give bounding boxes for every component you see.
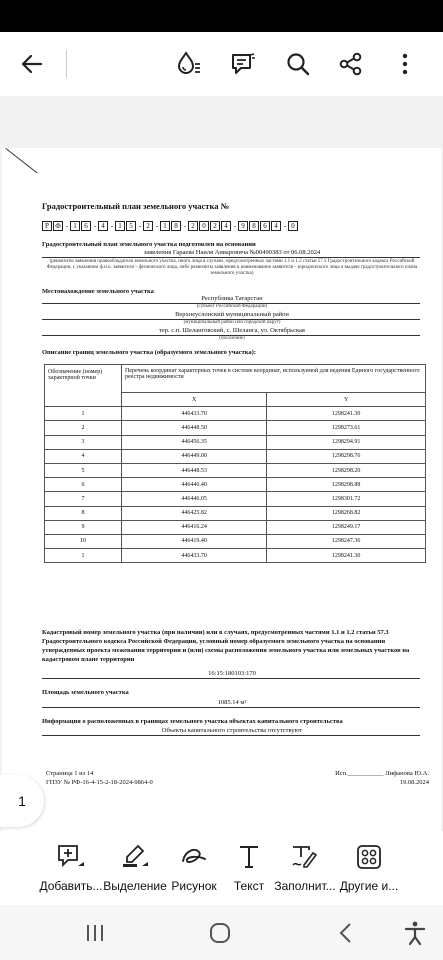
location-subject-note: (субъект Российской Федерации): [196, 304, 268, 309]
y-coordinate-cell: 1298247.36: [267, 534, 426, 548]
x-coordinate-cell: 446448.50: [122, 421, 267, 435]
accessibility-icon: [403, 920, 427, 946]
pdf-page: [2, 148, 441, 831]
code-char-box: 2: [188, 221, 198, 231]
comment-button[interactable]: [225, 46, 261, 82]
table-header-cell: Перечень координат характерных точек в системе координат, используемой для ведения Единого государственного реестра недвижимости: [122, 365, 426, 393]
table-row: [45, 449, 426, 463]
tool-more[interactable]: [334, 843, 404, 893]
prepared-label: Градостроительный план земельного участка подготовлен на основании: [42, 241, 256, 248]
prepared-value: заявления Гараева Наиля Анваровича №00490383 от 06.08.2024: [143, 249, 321, 256]
toolbar-separator: [66, 50, 67, 78]
point-number-cell: 6: [45, 478, 122, 492]
comment-icon: [229, 50, 257, 78]
code-char-box: Р: [42, 221, 52, 231]
code-separator: -: [155, 222, 159, 230]
code-separator: -: [233, 222, 237, 230]
y-coordinate-cell: 1298241.30: [267, 549, 426, 563]
code-char-box: 1: [70, 221, 80, 231]
more-vertical-icon: [395, 51, 415, 77]
code-separator: -: [93, 222, 97, 230]
y-coordinate-cell: 1298241.30: [267, 407, 426, 421]
system-nav-bar: [0, 905, 443, 960]
search-icon: [285, 51, 311, 77]
x-coordinate-cell: 446425.82: [122, 506, 267, 520]
y-coordinate-cell: 1298268.82: [267, 506, 426, 520]
code-char-box: 6: [260, 221, 270, 231]
top-toolbar: [0, 32, 443, 96]
more-options-button[interactable]: [387, 46, 423, 82]
y-coordinate-cell: 1298249.17: [267, 520, 426, 534]
add-comment-icon: [56, 843, 86, 871]
back-arrow-icon: [19, 51, 45, 77]
text-icon: [234, 843, 264, 871]
accessibility-button[interactable]: [403, 920, 427, 951]
capital-value: Объекты капитального строительства отсутствуют: [161, 727, 303, 734]
liquid-mode-icon: [174, 50, 202, 78]
code-char-box: 0: [199, 221, 209, 231]
back-button[interactable]: [14, 46, 50, 82]
executor: Исп.___________ Лифанова Ю.А.: [335, 770, 429, 777]
point-number-cell: 10: [45, 534, 122, 548]
tool-label: Заполнит...: [274, 879, 336, 893]
plan-number-boxes: [42, 220, 418, 232]
code-char-box: 6: [81, 221, 91, 231]
y-coordinate-cell: 1298298.20: [267, 463, 426, 477]
chevron-left-icon: [335, 921, 357, 945]
corner-mark: [5, 148, 37, 173]
x-coordinate-cell: 446433.70: [122, 407, 267, 421]
table-header-y: Y: [267, 393, 426, 407]
code-separator: -: [110, 222, 114, 230]
table-row: [45, 492, 426, 506]
cadastral-label: Кадастровый номер земельного участка (при наличии) или в случаях, предусмотренных частями 1.1 и 1.2 статьи 57.3 Градостроительного кодекса Российской Федерации, условный номер образуемого земельного участка на основании утвержденных проекта межевания территории и (или) схемы расположения земельного участка или земельных участков на кадастровом плане территории: [42, 629, 410, 663]
location-settlement: тер. с.п. Шеланговский, с. Шеланга, ул. Октябрьская: [159, 327, 305, 334]
tool-fill-sign[interactable]: [270, 843, 340, 893]
location-district: Верхнеуслонский муниципальный район: [175, 311, 289, 318]
recent-apps-icon: [84, 922, 106, 944]
table-row: [45, 549, 426, 563]
code-char-box: 5: [126, 221, 136, 231]
point-number-cell: 2: [45, 421, 122, 435]
x-coordinate-cell: 446449.00: [122, 449, 267, 463]
x-coordinate-cell: 446456.35: [122, 435, 267, 449]
area-label: Площадь земельного участка: [42, 689, 129, 696]
share-button[interactable]: [333, 46, 369, 82]
table-header-x: X: [122, 393, 267, 407]
underline: [42, 735, 420, 736]
point-number-cell: 1: [45, 549, 122, 563]
y-coordinate-cell: 1298301.72: [267, 492, 426, 506]
table-row: [45, 435, 426, 449]
freehand-icon: [179, 843, 209, 871]
code-char-box: 4: [221, 221, 231, 231]
table-row: [45, 407, 426, 421]
code-char-box: 1: [160, 221, 170, 231]
code-char-box: 8: [249, 221, 259, 231]
read-aloud-button[interactable]: [170, 46, 206, 82]
code-separator: -: [138, 222, 142, 230]
table-row: [45, 421, 426, 435]
code-char-box: 4: [98, 221, 108, 231]
borders-label: Описание границ земельного участка (образуемого земельного участка):: [42, 349, 256, 356]
point-number-cell: 8: [45, 506, 122, 520]
code-char-box: 8: [171, 221, 181, 231]
underline: [42, 707, 420, 708]
x-coordinate-cell: 446433.70: [122, 549, 267, 563]
tool-add-comment[interactable]: [36, 843, 106, 893]
code-char-box: 9: [238, 221, 248, 231]
home-button[interactable]: [208, 921, 232, 950]
code-char-box: 4: [271, 221, 281, 231]
underline: [42, 678, 420, 679]
table-header-cell: Обозначение (номер) характерной точки: [45, 365, 122, 407]
x-coordinate-cell: 446446.05: [122, 492, 267, 506]
document-viewport[interactable]: [0, 96, 443, 831]
code-char-box: 0: [288, 221, 298, 231]
code-char-box: 2: [143, 221, 153, 231]
area-value: 1085.14 м²: [217, 699, 247, 706]
point-number-cell: 9: [45, 520, 122, 534]
tool-label: Рисунок: [171, 879, 217, 893]
cadastral-value: 16:15:180103:170: [208, 670, 256, 677]
bottom-toolbar: [0, 831, 443, 905]
x-coordinate-cell: 446446.40: [122, 478, 267, 492]
code-separator: -: [283, 222, 287, 230]
coordinates-table: [44, 364, 426, 563]
y-coordinate-cell: 1298298.76: [267, 449, 426, 463]
table-row: [45, 478, 426, 492]
x-coordinate-cell: 446419.40: [122, 534, 267, 548]
tool-label: Текст: [233, 879, 265, 893]
point-number-cell: 3: [45, 435, 122, 449]
x-coordinate-cell: 446416.24: [122, 520, 267, 534]
table-header-row: [45, 365, 426, 393]
table-row: [45, 506, 426, 520]
table-row: [45, 520, 426, 534]
doc-number: ГПЗУ № РФ-16-4-15-2-18-2024-9864-0: [46, 779, 153, 786]
tool-label: Выделение: [103, 879, 167, 893]
highlighter-icon: [120, 843, 150, 871]
y-coordinate-cell: 1298294.91: [267, 435, 426, 449]
search-button[interactable]: [280, 46, 316, 82]
more-tools-icon: [354, 843, 384, 871]
fill-sign-icon: [290, 843, 320, 871]
point-number-cell: 4: [45, 449, 122, 463]
page-info: Страница 1 из 14: [46, 770, 94, 777]
tool-label: Другие и...: [339, 879, 399, 893]
code-separator: -: [183, 222, 187, 230]
tool-label: Добавить...: [39, 879, 103, 893]
status-bar: [0, 0, 443, 32]
date: 19.08.2024: [399, 779, 429, 786]
location-settlement-note: (поселение): [219, 336, 245, 341]
code-char-box: 1: [115, 221, 125, 231]
underline: [42, 257, 420, 258]
point-number-cell: 1: [45, 407, 122, 421]
home-icon: [208, 921, 232, 945]
document-title: Градостроительный план земельного участка №: [42, 201, 230, 211]
point-number-cell: 7: [45, 492, 122, 506]
table-row: [45, 534, 426, 548]
location-label: Местонахождение земельного участка: [42, 288, 154, 295]
share-icon: [338, 51, 364, 77]
code-char-box: 2: [210, 221, 220, 231]
x-coordinate-cell: 446448.53: [122, 463, 267, 477]
table-row: [45, 463, 426, 477]
code-char-box: Ф: [53, 221, 63, 231]
capital-label: Информация о расположенных в границах земельного участка объектах капитального строительства: [42, 718, 343, 725]
page-number-label: 1: [18, 793, 26, 809]
prepared-note: (реквизиты заявления правообладателя земельного участка, иного лица в случаях, предусмотренных частями 1.1 и 1.2 статьи 57.3 Градостроительного кодекса Российской Федерации, с указанием ф.и.о. заявителя – физического лица, либо реквизиты заявления и наименование заявителя – юридического лица о выдаче градостроительного плана земельного участка): [46, 259, 418, 276]
location-district-note: (муниципальный район или городской округ): [183, 320, 281, 325]
y-coordinate-cell: 1298273.61: [267, 421, 426, 435]
location-subject: Республика Татарстан: [201, 295, 263, 302]
recent-apps-button[interactable]: [84, 922, 106, 949]
y-coordinate-cell: 1298298.88: [267, 478, 426, 492]
back-nav-button[interactable]: [335, 921, 357, 950]
code-separator: -: [65, 222, 69, 230]
point-number-cell: 5: [45, 463, 122, 477]
